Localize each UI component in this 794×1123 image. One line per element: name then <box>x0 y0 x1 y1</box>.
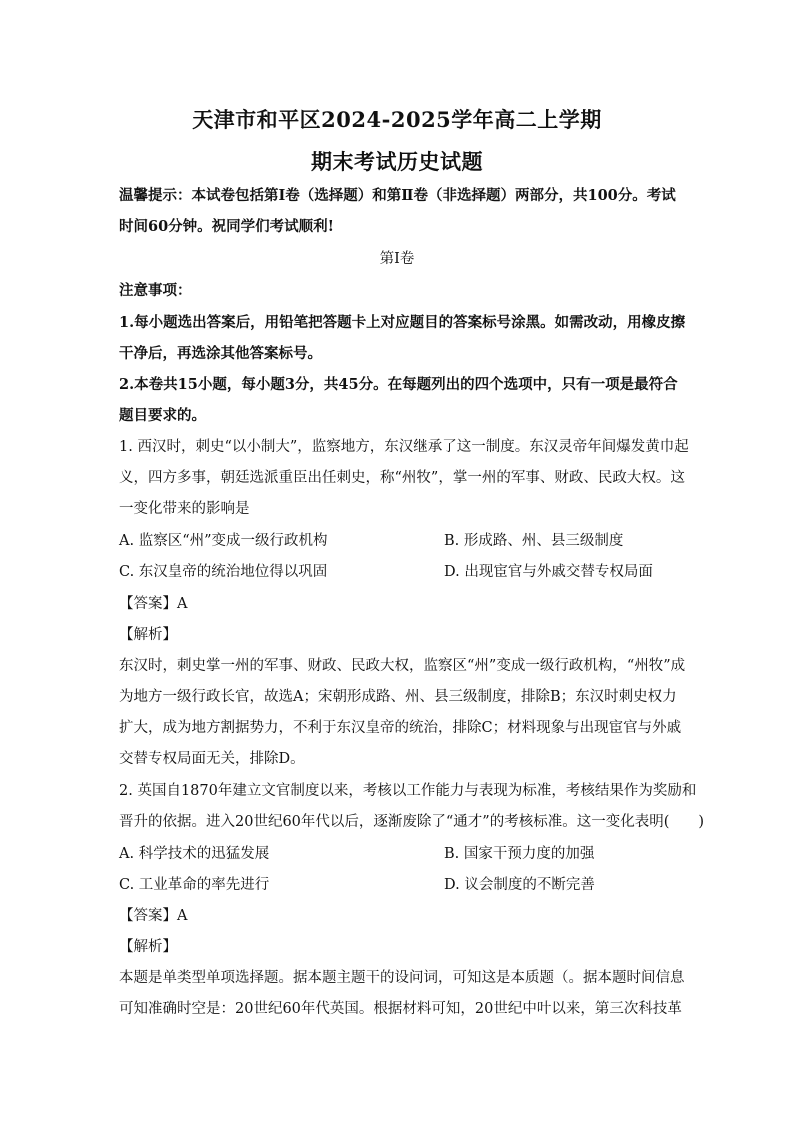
q1-answer: 【答案】A <box>119 596 188 612</box>
q2-answer: 【答案】A <box>119 908 188 924</box>
notice1-line2: 干净后，再选涂其他答案标号。 <box>119 345 322 362</box>
notice2-line1: 2.本卷共15小题，每小题3分，共45分。在每题列出的四个选项中，只有一项是最符合 <box>119 376 678 393</box>
q1-analysis-line1: 东汉时，刺史掌一州的军事、财政、民政大权，监察区“州”变成一级行政机构，“州牧”成 <box>119 658 686 674</box>
q1-stem-line1: 1. 西汉时，刺史“以小制大”，监察地方，东汉继承了这一制度。东汉灵帝年间爆发黄巾起 <box>119 439 689 455</box>
q1-analysis-label: 【解析】 <box>119 627 177 643</box>
q1-stem-line3: 一变化带来的影响是 <box>119 501 250 517</box>
q2-option-b: B. 国家干预力度的加强 <box>444 846 595 862</box>
exam-title-line2: 期末考试历史试题 <box>311 149 483 174</box>
q2-stem-line1: 2. 英国自1870年建立文官制度以来，考核以工作能力与表现为标准，考核结果作为奖励和 <box>119 783 697 799</box>
q2-analysis-label: 【解析】 <box>119 939 177 955</box>
q1-analysis-line4: 交替专权局面无关，排除D。 <box>119 751 305 767</box>
q1-analysis-line2: 为地方一级行政长官，故选A；宋朝形成路、州、县三级制度，排除B；东汉时刺史权力 <box>119 689 677 705</box>
q2-option-a: A. 科学技术的迅猛发展 <box>119 846 270 862</box>
q1-option-c: C. 东汉皇帝的统治地位得以巩固 <box>119 564 328 580</box>
q1-option-b: B. 形成路、州、县三级制度 <box>444 533 624 549</box>
notice-heading: 注意事项： <box>119 282 192 299</box>
tip-line2: 时间60分钟。祝同学们考试顺利! <box>119 218 335 235</box>
section-title: 第Ⅰ卷 <box>379 251 415 267</box>
q2-analysis-line1: 本题是单类型单项选择题。据本题主题干的设问词，可知这是本质题（。据本题时间信息 <box>119 970 685 986</box>
q2-option-d: D. 议会制度的不断完善 <box>444 877 595 893</box>
q2-stem-line2: 晋升的依据。进入20世纪60年代以后，逐渐废除了“通才”的考核标准。这一变化表明( ) <box>119 814 705 830</box>
tip-line1: 温馨提示：本试卷包括第Ⅰ卷（选择题）和第Ⅱ卷（非选择题）两部分，共100分。考试 <box>119 187 676 204</box>
q1-analysis-line3: 扩大，成为地方割据势力，不利于东汉皇帝的统治，排除C；材料现象与出现宦官与外戚 <box>119 720 682 736</box>
q1-option-a: A. 监察区“州”变成一级行政机构 <box>119 533 328 549</box>
q1-stem-line2: 义，四方多事，朝廷选派重臣出任刺史，称“州牧”，掌一州的军事、财政、民政大权。这 <box>119 470 685 486</box>
notice1-line1: 1.每小题选出答案后，用铅笔把答题卡上对应题目的答案标号涂黑。如需改动，用橡皮擦 <box>119 314 686 331</box>
notice2-line2: 题目要求的。 <box>119 407 206 424</box>
q1-option-d: D. 出现宦官与外戚交替专权局面 <box>444 564 653 580</box>
q2-analysis-line2: 可知准确时空是：20世纪60年代英国。根据材料可知，20世纪中叶以来，第三次科技革 <box>119 1001 682 1017</box>
q2-option-c: C. 工业革命的率先进行 <box>119 877 270 893</box>
exam-title-line1: 天津市和平区2024-2025学年高二上学期 <box>192 107 602 132</box>
